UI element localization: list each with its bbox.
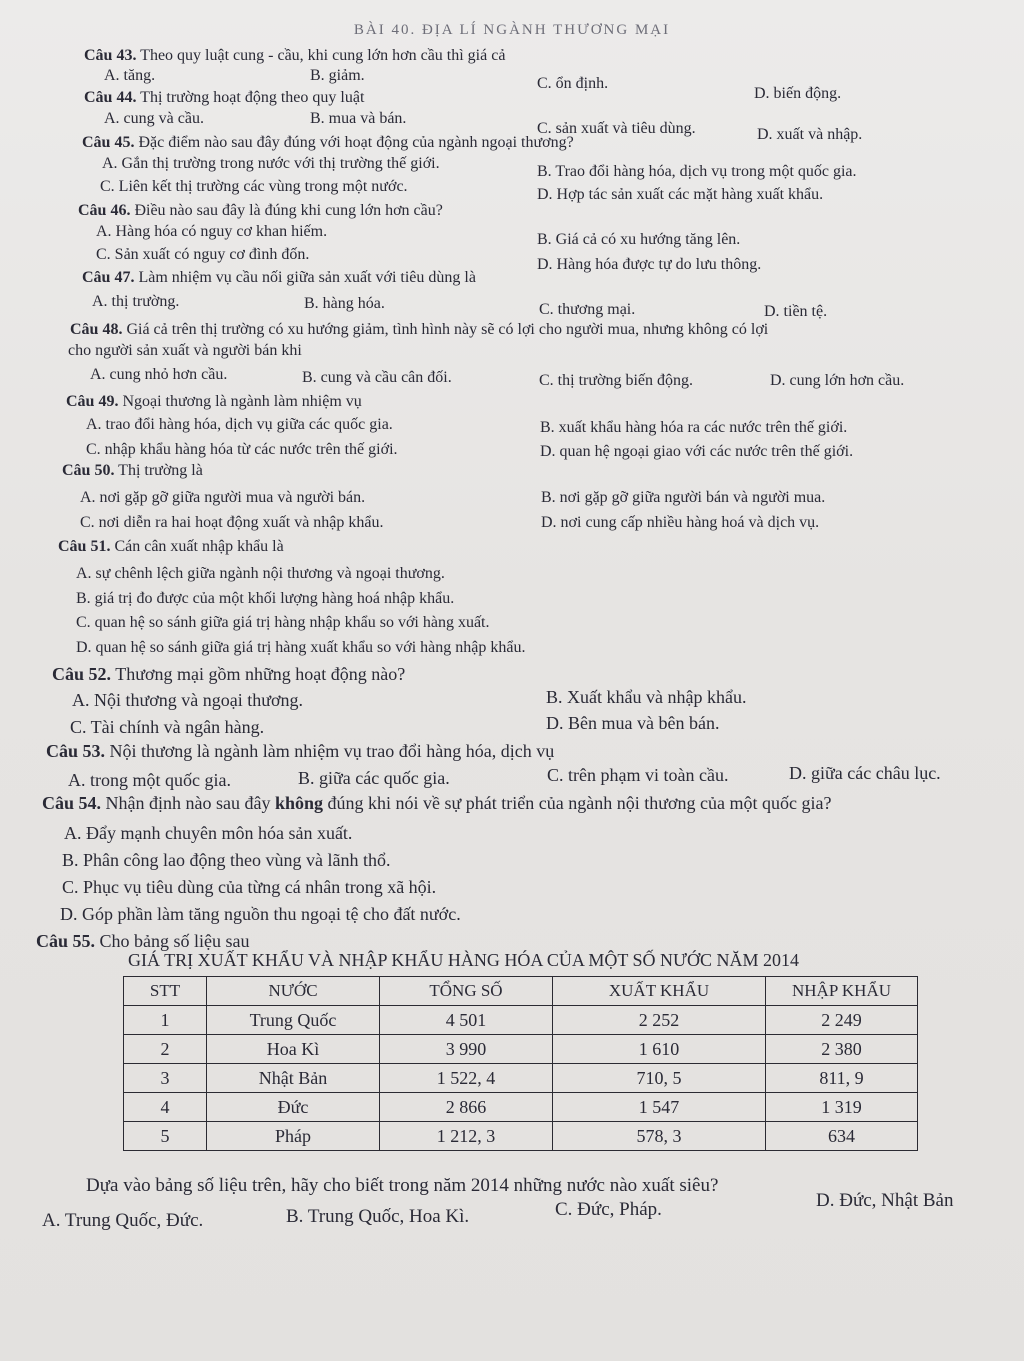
question-stem-post: đúng khi nói về sự phát triển của ngành nội thương của một quốc gia? [323, 793, 832, 813]
option-a: A. Hàng hóa có nguy cơ khan hiếm. [96, 223, 328, 240]
table-cell: 1 522, 4 [380, 1064, 553, 1093]
table-cell: Pháp [207, 1122, 380, 1151]
question-label: Câu 51. [58, 538, 111, 555]
option-c: C. Phục vụ tiêu dùng của từng cá nhân trong xã hội. [62, 877, 437, 897]
table-cell: 3 990 [380, 1035, 553, 1064]
option-a: A. trao đổi hàng hóa, dịch vụ giữa các quốc gia. [86, 416, 393, 433]
table-cell: 1 319 [766, 1093, 918, 1122]
option-c: C. Sản xuất có nguy cơ đình đốn. [96, 246, 310, 263]
question-46 [78, 201, 443, 221]
question-stem: Điều nào sau đây là đúng khi cung lớn hơn cầu? [134, 202, 443, 219]
option-b: B. giữa các quốc gia. [298, 768, 450, 788]
column-header-total: TỔNG SỐ [380, 977, 553, 1006]
option-b: B. nơi gặp gỡ giữa người bán và người mua. [541, 489, 826, 506]
question-stem: Thị trường là [118, 462, 203, 479]
table-header-row [124, 977, 918, 1006]
option-a: A. thị trường. [92, 293, 180, 310]
question-label: Câu 43. [84, 47, 137, 64]
question-label: Câu 54. [42, 793, 102, 813]
table-cell: 3 [124, 1064, 207, 1093]
question-label: Câu 44. [84, 89, 137, 106]
option-d: D. quan hệ ngoại giao với các nước trên thế giới. [540, 443, 854, 460]
question-stem: Cho bảng số liệu sau [99, 931, 250, 951]
question-stem-emphasis: không [274, 793, 324, 813]
table-cell: 2 380 [766, 1035, 918, 1064]
option-a: A. Nội thương và ngoại thương. [72, 690, 304, 710]
question-stem: Ngoại thương là ngành làm nhiệm vụ [122, 393, 362, 410]
option-b: B. cung và cầu cân đối. [302, 369, 452, 386]
question-label: Câu 47. [82, 269, 135, 286]
column-header-import: NHẬP KHẨU [766, 977, 918, 1006]
option-b: B. hàng hóa. [304, 295, 385, 312]
question-label: Câu 55. [36, 931, 96, 951]
question-label: Câu 49. [66, 393, 119, 410]
question-43 [84, 46, 505, 66]
question-stem: Cán cân xuất nhập khẩu là [114, 538, 284, 555]
option-c: C. Liên kết thị trường các vùng trong một nước. [100, 178, 408, 195]
option-b: B. giảm. [310, 67, 365, 84]
question-stem: Nội thương là ngành làm nhiệm vụ trao đổi hàng hóa, dịch vụ [109, 741, 555, 761]
option-c: C. thương mại. [539, 301, 636, 318]
option-b: B. xuất khẩu hàng hóa ra các nước trên thế giới. [540, 419, 848, 436]
table-cell: 1 212, 3 [380, 1122, 553, 1151]
table-title: GIÁ TRỊ XUẤT KHẨU VÀ NHẬP KHẨU HÀNG HÓA CỦA MỘT SỐ NƯỚC NĂM 2014 [128, 950, 800, 970]
question-stem: Làm nhiệm vụ cầu nối giữa sản xuất với tiêu dùng là [138, 269, 476, 286]
option-b: B. Giá cả có xu hướng tăng lên. [537, 231, 741, 248]
question-label: Câu 52. [52, 664, 112, 684]
option-c: C. thị trường biến động. [539, 372, 694, 389]
option-a: A. trong một quốc gia. [68, 770, 231, 790]
question-44 [84, 88, 364, 108]
option-a: A. tăng. [104, 67, 156, 84]
table-cell: 2 252 [553, 1006, 766, 1035]
question-stem: Thị trường hoạt động theo quy luật [140, 89, 365, 106]
option-d: D. quan hệ so sánh giữa giá trị hàng xuất khẩu so với hàng nhập khẩu. [76, 639, 526, 656]
table-row [124, 1122, 918, 1151]
question-label: Câu 53. [46, 741, 106, 761]
column-header-stt: STT [124, 977, 207, 1006]
option-d: D. Góp phần làm tăng nguồn thu ngoại tệ cho đất nước. [60, 904, 461, 924]
option-d: D. xuất và nhập. [757, 126, 863, 143]
question-label: Câu 45. [82, 134, 135, 151]
option-b: B. Trao đổi hàng hóa, dịch vụ trong một quốc gia. [537, 163, 857, 180]
question-50 [62, 461, 203, 481]
question-label: Câu 46. [78, 202, 131, 219]
option-c: C. nhập khẩu hàng hóa từ các nước trên thế giới. [86, 441, 398, 458]
option-d: D. Đức, Nhật Bản [816, 1190, 954, 1211]
option-a: A. cung và cầu. [104, 110, 204, 127]
table-cell: 578, 3 [553, 1122, 766, 1151]
question-stem: Đặc điểm nào sau đây đúng với hoạt động của ngành ngoại thương? [138, 134, 574, 151]
question-54 [42, 792, 831, 814]
option-d: D. Hàng hóa được tự do lưu thông. [537, 256, 762, 273]
table-cell: 634 [766, 1122, 918, 1151]
table-cell: 5 [124, 1122, 207, 1151]
question-label: Câu 48. [70, 321, 123, 338]
option-c: C. Tài chính và ngân hàng. [70, 717, 265, 737]
column-header-country: NƯỚC [207, 977, 380, 1006]
table-row [124, 1006, 918, 1035]
option-a: A. nơi gặp gỡ giữa người mua và người bán. [80, 489, 366, 506]
question-stem: Theo quy luật cung - cầu, khi cung lớn hơn cầu thì giá cả [140, 47, 506, 64]
option-d: D. Bên mua và bên bán. [546, 713, 720, 733]
table-cell: 2 866 [380, 1093, 553, 1122]
table-cell: 710, 5 [553, 1064, 766, 1093]
option-a: A. Gắn thị trường trong nước với thị trường thế giới. [102, 155, 440, 172]
option-d: D. Hợp tác sản xuất các mặt hàng xuất khẩu. [537, 186, 824, 203]
option-d: D. nơi cung cấp nhiều hàng hoá và dịch vụ. [541, 514, 820, 531]
table-cell: 1 [124, 1006, 207, 1035]
table-cell: 1 547 [553, 1093, 766, 1122]
option-a: A. Trung Quốc, Đức. [42, 1210, 204, 1231]
option-b: B. mua và bán. [310, 110, 407, 127]
question-stem: Giá cả trên thị trường có xu hướng giảm, tình hình này sẽ có lợi cho người mua, nhưng không có lợi [126, 321, 769, 338]
question-55 [36, 930, 250, 952]
table-cell: Nhật Bản [207, 1064, 380, 1093]
option-a: A. cung nhỏ hơn cầu. [90, 366, 228, 383]
table-cell: 1 610 [553, 1035, 766, 1064]
option-d: D. cung lớn hơn cầu. [770, 372, 905, 389]
table-row [124, 1035, 918, 1064]
option-c: C. nơi diễn ra hai hoạt động xuất và nhập khẩu. [80, 514, 384, 531]
table-row [124, 1064, 918, 1093]
data-table [123, 976, 918, 1151]
option-b: B. Phân công lao động theo vùng và lãnh thổ. [62, 850, 391, 870]
option-c: C. Đức, Pháp. [555, 1199, 662, 1220]
option-d: D. giữa các châu lục. [789, 763, 941, 783]
question-label: Câu 50. [62, 462, 115, 479]
question-55-prompt: Dựa vào bảng số liệu trên, hãy cho biết trong năm 2014 những nước nào xuất siêu? [86, 1175, 719, 1196]
table-cell: Hoa Kì [207, 1035, 380, 1064]
question-48 [70, 320, 768, 340]
column-header-export: XUẤT KHẨU [553, 977, 766, 1006]
option-b: B. giá trị đo được của một khối lượng hàng hoá nhập khẩu. [76, 590, 455, 607]
option-b: B. Xuất khẩu và nhập khẩu. [546, 687, 747, 707]
table-cell: 4 501 [380, 1006, 553, 1035]
question-48-stem-cont: cho người sản xuất và người bán khi [68, 342, 302, 359]
table-cell: 811, 9 [766, 1064, 918, 1093]
option-c: C. quan hệ so sánh giữa giá trị hàng nhập khẩu so với hàng xuất. [76, 614, 490, 631]
option-c: C. sản xuất và tiêu dùng. [537, 120, 696, 137]
question-51 [58, 537, 284, 557]
table-cell: 2 249 [766, 1006, 918, 1035]
table-cell: Đức [207, 1093, 380, 1122]
table-cell: 2 [124, 1035, 207, 1064]
question-stem-pre: Nhận định nào sau đây [105, 793, 275, 813]
table-row [124, 1093, 918, 1122]
question-45 [82, 133, 574, 153]
question-47 [82, 268, 476, 288]
table-cell: Trung Quốc [207, 1006, 380, 1035]
option-d: D. tiền tệ. [764, 303, 828, 320]
question-stem: Thương mại gồm những hoạt động nào? [115, 664, 406, 684]
question-49 [66, 392, 362, 412]
page-title: BÀI 40. ĐỊA LÍ NGÀNH THƯƠNG MẠI [353, 22, 671, 38]
option-a: A. sự chênh lệch giữa ngành nội thương và ngoại thương. [76, 565, 445, 582]
option-d: D. biến động. [754, 85, 842, 102]
option-c: C. trên phạm vi toàn cầu. [547, 765, 729, 785]
option-b: B. Trung Quốc, Hoa Kì. [286, 1206, 470, 1227]
option-c: C. ổn định. [537, 75, 609, 92]
question-53 [46, 740, 554, 762]
table-cell: 4 [124, 1093, 207, 1122]
question-52 [52, 663, 405, 685]
option-a: A. Đẩy mạnh chuyên môn hóa sản xuất. [64, 823, 353, 843]
